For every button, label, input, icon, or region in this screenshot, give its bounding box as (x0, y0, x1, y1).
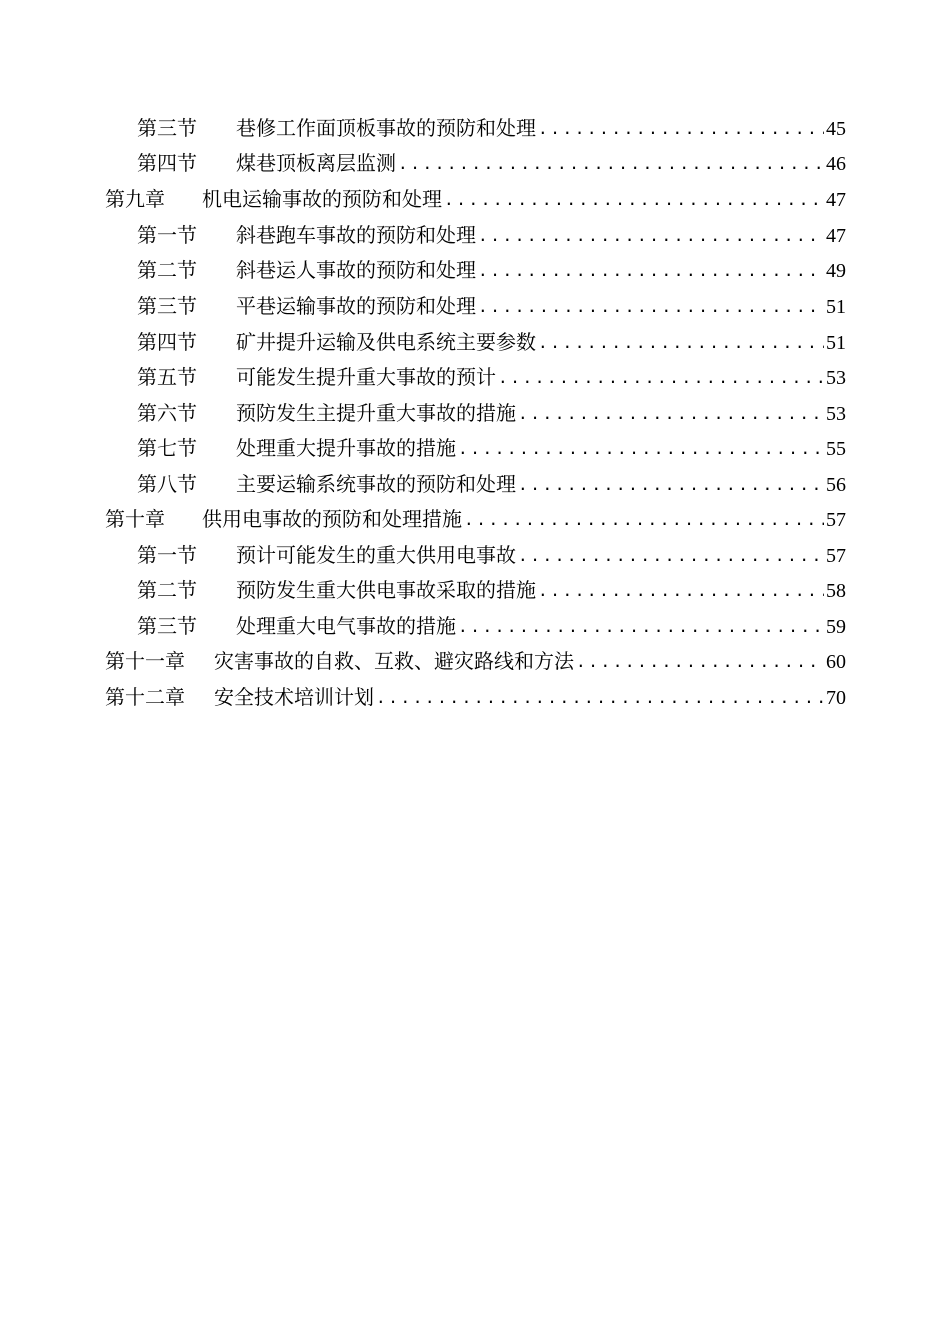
toc-entry-page-number: 51 (826, 332, 846, 354)
toc-entry-label: 第十章 (105, 507, 165, 531)
toc-entry-chapter[interactable] (105, 647, 846, 675)
toc-entry-title: 矿井提升运输及供电系统主要参数 (236, 330, 536, 354)
toc-entry-section[interactable] (137, 434, 846, 462)
dot-leader (538, 115, 824, 143)
toc-entry-label: 第四节 (137, 151, 197, 175)
toc-entry-label: 第一节 (137, 543, 197, 567)
dot-leader (538, 329, 824, 357)
toc-entry-page-number: 53 (826, 403, 846, 425)
toc-entry-label: 第四节 (137, 330, 197, 354)
toc-entry-title: 预计可能发生的重大供用电事故 (236, 543, 516, 567)
dot-leader (458, 613, 824, 641)
toc-entry-page-number: 60 (826, 651, 846, 673)
toc-entry-page-number: 49 (826, 260, 846, 282)
toc-entry-page-number: 51 (826, 296, 846, 318)
toc-entry-title: 处理重大电气事故的措施 (236, 614, 456, 638)
toc-entry-page-number: 57 (826, 545, 846, 567)
toc-entry-label: 第三节 (137, 614, 197, 638)
toc-entry-section[interactable] (137, 576, 846, 604)
toc-entry-label: 第三节 (137, 294, 197, 318)
toc-entry-label: 第七节 (137, 436, 197, 460)
toc-entry-section[interactable] (137, 363, 846, 391)
toc-entry-title: 煤巷顶板离层监测 (236, 151, 396, 175)
dot-leader (518, 471, 824, 499)
toc-entry-page-number: 53 (826, 367, 846, 389)
toc-entry-section[interactable] (137, 470, 846, 498)
toc-entry-chapter[interactable] (105, 683, 846, 711)
dot-leader (376, 684, 824, 712)
toc-entry-section[interactable] (137, 328, 846, 356)
toc-entry-title: 斜巷运人事故的预防和处理 (236, 258, 476, 282)
toc-entry-page-number: 47 (826, 225, 846, 247)
dot-leader (478, 222, 824, 250)
toc-entry-section[interactable] (137, 149, 846, 177)
toc-entry-label: 第三节 (137, 116, 197, 140)
toc-entry-title: 预防发生重大供电事故采取的措施 (236, 578, 536, 602)
toc-entry-page-number: 47 (826, 189, 846, 211)
toc-entry-page-number: 57 (826, 509, 846, 531)
toc-entry-title: 机电运输事故的预防和处理 (202, 187, 442, 211)
toc-entry-label: 第一节 (137, 223, 197, 247)
toc-entry-label: 第八节 (137, 472, 197, 496)
toc-entry-page-number: 56 (826, 474, 846, 496)
toc-entry-title: 巷修工作面顶板事故的预防和处理 (236, 116, 536, 140)
dot-leader (444, 186, 824, 214)
toc-entry-label: 第二节 (137, 578, 197, 602)
dot-leader (458, 435, 824, 463)
toc-entry-section[interactable] (137, 221, 846, 249)
toc-entry-chapter[interactable] (105, 185, 846, 213)
toc-entry-section[interactable] (137, 256, 846, 284)
toc-entry-page-number: 55 (826, 438, 846, 460)
toc-entry-title: 处理重大提升事故的措施 (236, 436, 456, 460)
toc-entry-title: 可能发生提升重大事故的预计 (236, 365, 496, 389)
toc-entry-title: 灾害事故的自救、互救、避灾路线和方法 (214, 649, 574, 673)
toc-entry-title: 预防发生主提升重大事故的措施 (236, 401, 516, 425)
toc-entry-title: 平巷运输事故的预防和处理 (236, 294, 476, 318)
dot-leader (576, 648, 824, 676)
toc-entry-label: 第六节 (137, 401, 197, 425)
toc-entry-title: 供用电事故的预防和处理措施 (202, 507, 462, 531)
toc-entry-label: 第五节 (137, 365, 197, 389)
dot-leader (478, 257, 824, 285)
toc-entry-page-number: 46 (826, 153, 846, 175)
toc-entry-page-number: 58 (826, 580, 846, 602)
toc-entry-label: 第二节 (137, 258, 197, 282)
toc-entry-title: 安全技术培训计划 (214, 685, 374, 709)
toc-entry-title: 主要运输系统事故的预防和处理 (236, 472, 516, 496)
toc-entry-chapter[interactable] (105, 505, 846, 533)
toc-entry-title: 斜巷跑车事故的预防和处理 (236, 223, 476, 247)
toc-entry-page-number: 45 (826, 118, 846, 140)
dot-leader (398, 150, 824, 178)
toc-entry-page-number: 70 (826, 687, 846, 709)
toc-entry-label: 第十二章 (105, 685, 185, 709)
toc-entry-section[interactable] (137, 612, 846, 640)
dot-leader (518, 400, 824, 428)
toc-entry-section[interactable] (137, 399, 846, 427)
toc-entry-label: 第九章 (105, 187, 165, 211)
toc-entry-section[interactable] (137, 541, 846, 569)
toc-entry-label: 第十一章 (105, 649, 185, 673)
toc-entry-section[interactable] (137, 292, 846, 320)
dot-leader (538, 577, 824, 605)
toc-entry-section[interactable] (137, 114, 846, 142)
dot-leader (478, 293, 824, 321)
dot-leader (498, 364, 824, 392)
toc-entry-page-number: 59 (826, 616, 846, 638)
dot-leader (464, 506, 824, 534)
dot-leader (518, 542, 824, 570)
